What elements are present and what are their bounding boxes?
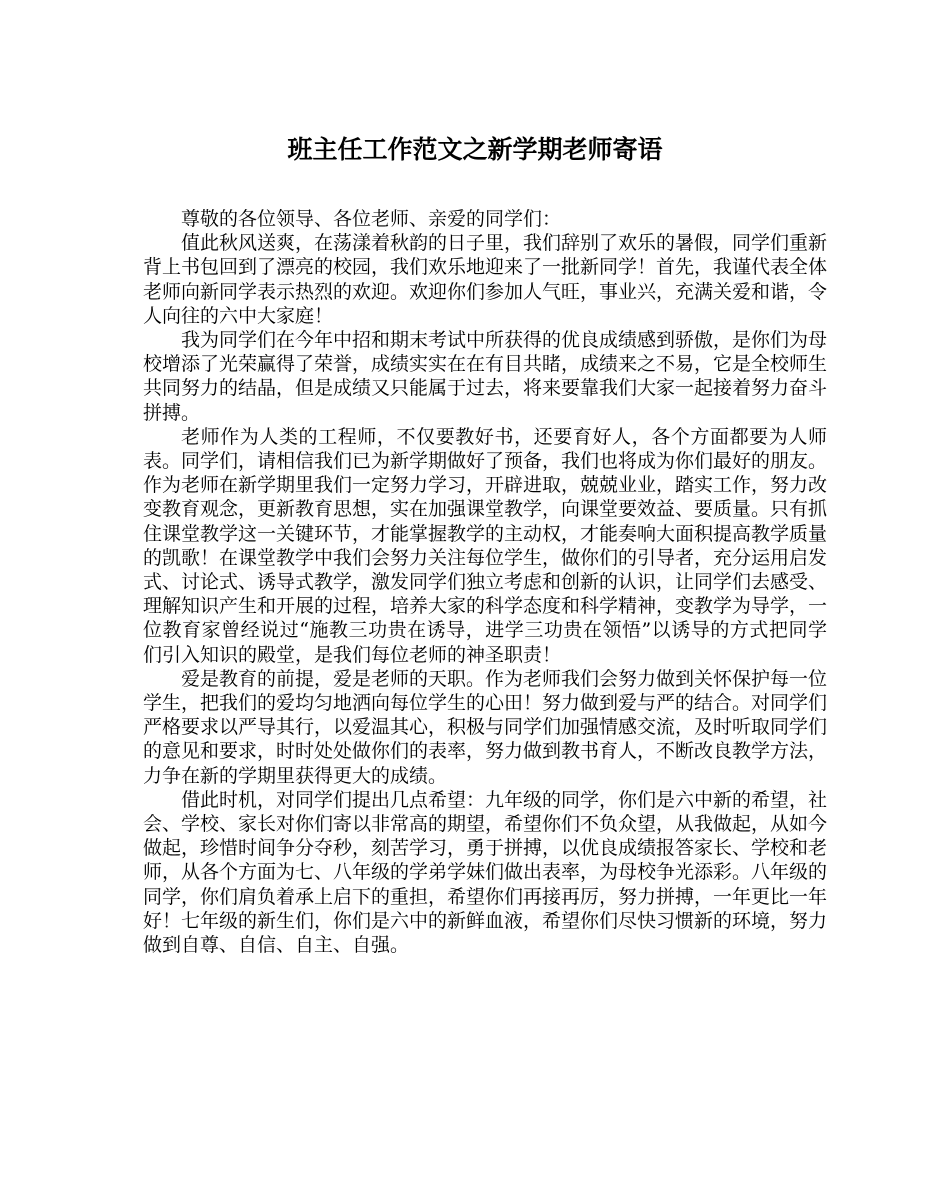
document-body [143,207,827,957]
paragraph-salutation: 尊敬的各位领导、各位老师、亲爱的同学们： [181,208,562,230]
paragraph-achievements: 我为同学们在今年中招和期末考试中所获得的优良成绩感到骄傲，是你们为母校增添了光荣赢得了荣誉，成绩实实在在有目共睹，成绩来之不易，它是全校师生共同努力的结晶，但是成绩又只能属于过去，将来要靠我们大家一起接着努力奋斗拼搏。 [143,329,828,424]
paragraph-love: 爱是教育的前提，爱是老师的天职。作为老师我们会努力做到关怀保护每一位学生，把我们的爱均匀地洒向每位学生的心田！努力做到爱与严的结合。对同学们严格要求以严导其行，以爱温其心，积极与同学们加强情感交流，及时听取同学们的意见和要求，时时处处做你们的表率，努力做到教书育人，不断改良教学方法，力争在新的学期里获得更大的成绩。 [143,667,828,787]
document-title: 班主任工作范文之新学期老师寄语 [287,135,663,164]
paragraph-welcome: 值此秋风送爽，在荡漾着秋韵的日子里，我们辞别了欢乐的暑假，同学们重新背上书包回到了漂亮的校园，我们欢乐地迎来了一批新同学！首先，我谨代表全体老师向新同学表示热烈的欢迎。欢迎你们参加人气旺，事业兴，充满关爱和谐，令人向往的六中大家庭！ [143,232,828,327]
paragraph-teaching: 老师作为人类的工程师，不仅要教好书，还要育好人，各个方面都要为人师表。同学们，请相信我们已为新学期做好了预备，我们也将成为你们最好的朋友。作为老师在新学期里我们一定努力学习，开辟进取，兢兢业业，踏实工作，努力改变教育观念，更新教育思想，实在加强课堂教学，向课堂要效益、要质量。只有抓住课堂教学这一关键环节，才能掌握教学的主动权，才能奏响大面积提高教学质量的凯歌！在课堂教学中我们会努力关注每位学生，做你们的引导者，充分运用启发式、讨论式、诱导式教学，激发同学们独立考虑和创新的认识，让同学们去感受、理解知识产生和开展的过程，培养大家的科学态度和科学精神，变教学为导学，一位教育家曾经说过“施教三功贵在诱导，进学三功贵在领悟”以诱导的方式把同学们引入知识的殿堂，是我们每位老师的神圣职责！ [143,425,828,666]
paragraph-hopes: 借此时机，对同学们提出几点希望：九年级的同学，你们是六中新的希望，社会、学校、家长对你们寄以非常高的期望，希望你们不负众望，从我做起，从如今做起，珍惜时间争分夺秒，刻苦学习，勇于拼搏，以优良成绩报答家长、学校和老师，从各个方面为七、八年级的学弟学妹们做出表率，为母校争光添彩。八年级的同学，你们肩负着承上启下的重担，希望你们再接再厉，努力拼搏，一年更比一年好！七年级的新生们，你们是六中的新鲜血液，希望你们尽快习惯新的环境，努力做到自尊、自信、自主、自强。 [143,788,828,957]
